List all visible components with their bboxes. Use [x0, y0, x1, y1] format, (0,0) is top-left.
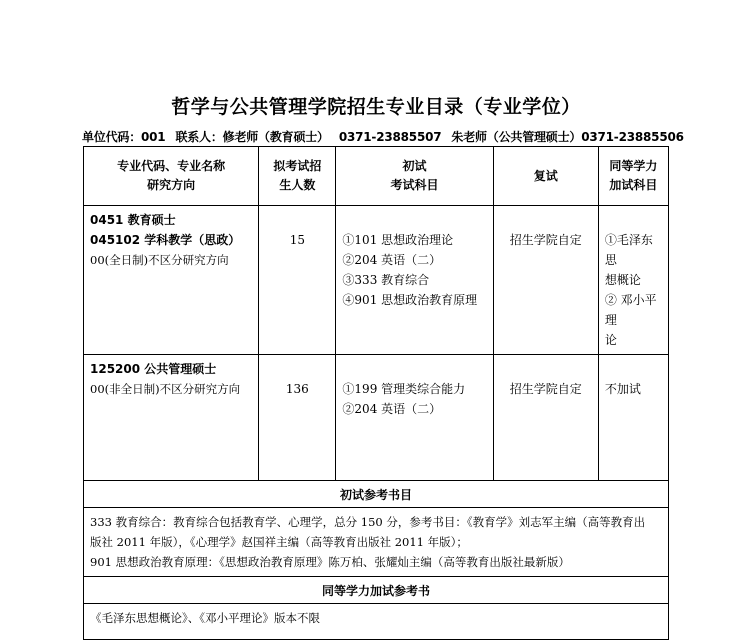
header-extra-line1: 同等学力 — [609, 159, 658, 173]
exam-item: ①199 管理类综合能力 — [342, 382, 466, 396]
catalog-table — [83, 146, 669, 640]
enroll-count-text: 136 — [285, 382, 309, 396]
extra-cell — [598, 355, 668, 481]
header-extra-line2: 加试科目 — [609, 178, 658, 192]
header-enroll-line2: 生人数 — [279, 178, 316, 192]
exam-cell — [336, 206, 493, 355]
retest-text: 招生学院自定 — [509, 233, 582, 247]
exam-item: ③333 教育综合 — [342, 273, 430, 287]
header-major-line2: 研究方向 — [147, 178, 196, 192]
extra-item: 论 — [604, 333, 617, 347]
extra-item: 不加试 — [604, 382, 641, 396]
header-exam-line2: 考试科目 — [390, 178, 439, 192]
ref-title-row — [84, 481, 669, 508]
major-sub: 045102 学科教学（思政） — [90, 233, 241, 247]
ref-line: 901 思想政治教育原理：《思想政治教育原理》陈万柏、张耀灿主编（高等教育出版社最新版） — [90, 555, 570, 569]
header-extra — [598, 147, 668, 206]
enroll-count-text: 15 — [289, 233, 305, 247]
ref-title: 初试参考书目 — [84, 481, 669, 508]
major-direction: 00(非全日制)不区分研究方向 — [90, 382, 241, 396]
table-row — [84, 206, 669, 355]
contact-person-1: 联系人：修老师（教育硕士） — [175, 130, 329, 144]
major-cell — [84, 206, 259, 355]
header-row — [84, 147, 669, 206]
extra-ref-cell — [84, 604, 669, 640]
table-row — [84, 355, 669, 481]
header-exam — [336, 147, 493, 206]
exam-cell — [336, 355, 493, 481]
header-major-line1: 专业代码、专业名称 — [117, 159, 226, 173]
page-title: 哲学与公共管理学院招生专业目录（专业学位） — [171, 96, 581, 118]
major-cell — [84, 355, 259, 481]
retest-cell — [493, 355, 598, 481]
ref-row — [84, 508, 669, 577]
header-major — [84, 147, 259, 206]
extra-ref-title: 同等学力加试参考书 — [84, 577, 669, 604]
unit-code: 单位代码：001 — [82, 130, 166, 144]
exam-item: ②204 英语（二） — [342, 253, 442, 267]
major-code: 125200 公共管理硕士 — [90, 362, 217, 376]
extra-cell — [598, 206, 668, 355]
header-retest: 复试 — [493, 147, 598, 206]
extra-ref-line: 《毛泽东思想概论》、《邓小平理论》版本不限 — [90, 611, 320, 625]
exam-item: ①101 思想政治理论 — [342, 233, 454, 247]
extra-item: ② 邓小平理 — [604, 293, 657, 327]
header-enroll-line1: 拟考试招 — [273, 159, 322, 173]
extra-item: 想概论 — [604, 273, 641, 287]
exam-item: ④901 思想政治教育原理 — [342, 293, 478, 307]
retest-cell — [493, 206, 598, 355]
contact-line — [82, 128, 690, 145]
extra-ref-title-row — [84, 577, 669, 604]
ref-line: 333 教育综合：教育综合包括教育学、心理学，总分 150 分，参考书目：《教育学》刘志军主编（高等教育出 — [90, 515, 646, 529]
exam-item: ②204 英语（二） — [342, 402, 442, 416]
header-enroll — [259, 147, 336, 206]
extra-item: ①毛泽东思 — [604, 233, 653, 267]
contact-phone-1: 0371-23885507 — [338, 130, 442, 144]
enroll-count — [259, 206, 336, 355]
retest-text: 招生学院自定 — [509, 382, 582, 396]
extra-ref-row — [84, 604, 669, 640]
major-code: 0451 教育硕士 — [90, 213, 176, 227]
major-direction: 00(全日制)不区分研究方向 — [90, 253, 229, 267]
ref-cell — [84, 508, 669, 577]
header-exam-line1: 初试 — [402, 159, 427, 173]
enroll-count — [259, 355, 336, 481]
contact-person-2: 朱老师（公共管理硕士）0371-23885506 — [451, 130, 684, 144]
ref-line: 版社 2011 年版），《心理学》赵国祥主编（高等教育出版社 2011 年版）； — [90, 535, 468, 549]
